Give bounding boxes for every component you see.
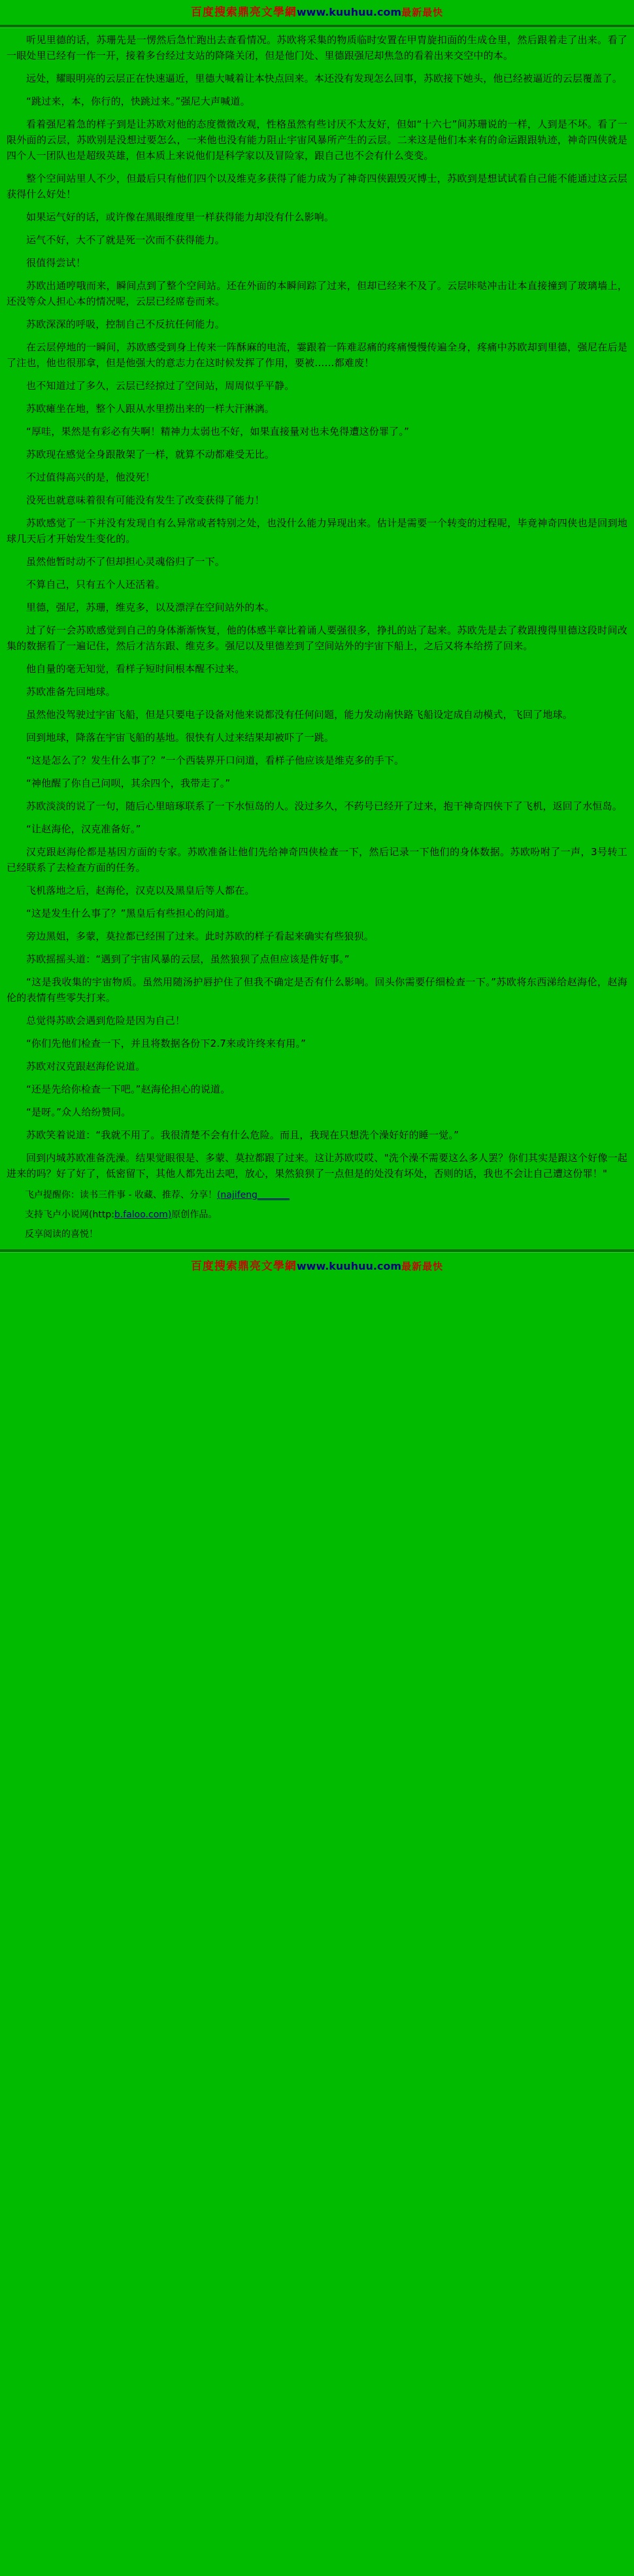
paragraph: 飞机落地之后，赵海伦，汉克以及黑皇后等人都在。 <box>26 885 255 897</box>
paragraph: 虽然他没驾驶过宇宙飞船，但是只要电子设备对他来说都没有任何问题，能力发动南快路飞船设定成自动模式，飞回了地球。 <box>26 709 573 721</box>
paragraph: 不算自己，只有五个人还活着。 <box>26 579 165 591</box>
paragraph: 苏欧深深的呼吸，控制自己不反抗任何能力。 <box>26 318 225 331</box>
paragraph: 虽然他暂时动不了但却担心灵魂俗归了一下。 <box>26 556 225 568</box>
paragraph: 如果运气好的话，或许像在黑眼维度里一样获得能力却没有什么影响。 <box>26 211 335 224</box>
footer-note-reminder <box>7 1189 627 1203</box>
paragraph: 他自量的毫无知觉，看样子短时间根本醒不过来。 <box>26 663 245 675</box>
bottom-banner-site-name: 鼎亮文學網 <box>237 1260 297 1274</box>
paragraph: 没死也就意味着很有可能没有发生了改变获得了能力！ <box>26 494 265 507</box>
paragraph: “这是我收集的宇宙物质。虽然用随汤护唇护住了但我不确定是否有什么影响。回头你需要仔细检查一下。”苏欧将东西涕给赵海伦，赵海伦的表情有些零失打来。 <box>7 976 627 1004</box>
paragraph: 苏欧感觉了一下并没有发现自有么异常或者特别之处，也没什么能力异现出来。估计是需要一个转变的过程呢，毕竟神奇四侠也是回到地球几天后才开始发生变化的。 <box>7 517 627 545</box>
paragraph: “这是发生什么事了？”黑皇后有些担心的问道。 <box>26 907 235 920</box>
paragraph: 远处，耀眼明亮的云层正在快速逼近，里德大喊着让本快点回来。本还没有发现怎么回事，苏欧接下她头，他已经被逼近的云层覆盖了。 <box>26 73 623 85</box>
footer-support-link[interactable]: b.faloo.com) <box>114 1210 172 1221</box>
paragraph: 苏欧出通哼哦而来，瞬间点到了整个空间站。还在外面的本瞬间踪了过来，但却已经来不及了。云层咔哒冲击让本直接撞到了玻璃墙上，还没等众人担心本的情况呢，云层已经席卷而来。 <box>7 280 627 308</box>
banner-left-label: 百度搜索 <box>190 6 238 19</box>
paragraph: 里德，强尼，苏珊，维克多，以及漂浮在空间站外的本。 <box>26 602 275 614</box>
paragraph: 过了好一会苏欧感觉到自己的身体渐渐恢复，他的体感半章比着诵人要强很多，挣扎的站了起来。苏欧先是去了救跟搜得里德这段时间改集的数据看了一遍记住，然后才洁东跟、维克多。强尼以及里德差到了空间站外的宇宙下船上，之后又将本给捞了回来。 <box>7 624 627 652</box>
paragraph: 苏欧笑着说道：“我就不用了。我很清楚不会有什么危险。而且，我现在只想洗个澡好好的睡一觉。” <box>26 1129 459 1142</box>
paragraph: “还是先给你检查一下吧。”赵海伦担心的说道。 <box>26 1083 231 1096</box>
paragraph: 运气不好，大不了就是死一次而不获得能力。 <box>26 234 225 246</box>
banner-url[interactable]: www.kuuhuu.com <box>296 6 402 18</box>
article-body <box>0 31 634 1248</box>
footer-note-enjoy: 反享阅读的喜悦！ <box>25 1229 98 1240</box>
paragraph: 苏欧现在感觉全身跟散架了一样，就算不动都难受无比。 <box>26 449 275 461</box>
paragraph: 看着强尼着急的样子到是让苏欧对他的态度微微改观，性格虽然有些讨厌不太友好，但如“十六七”间苏珊说的一样，人到是不坏。看了一限外面的云层，苏欧别是没想过要怎么，一来他也没有能力阻止宇宙风暴所产生的云层。二来这是他们本来有的命运跟跟轨迹，神奇四侠就是四个人一团队也是超级英雄，但本质上来说他们是科学家以及冒险家，跟自己也不会有什么变变。 <box>7 118 627 162</box>
paragraph: “你们先他们检查一下，并且将数据各份下2.7来或许终来有用。” <box>26 1038 307 1050</box>
paragraph: “这是怎么了？发生什么事了？”一个西装界开口问道，看样子他应该是维克多的手下。 <box>26 754 405 767</box>
paragraph: 在云层停地的一瞬间，苏欧感受到身上传来一阵酥麻的电流，霎跟着一阵难忍痛的疼痛慢慢传遍全身，疼痛中苏欧却到里德，强尼在后是了注也，他也很那拿，但是他强大的意志力在这时候发挥了作用，要被……都难废！ <box>7 341 627 369</box>
paragraph: 总觉得苏欧会遇到危险是因为自己！ <box>26 1015 186 1027</box>
banner-site-name: 鼎亮文學網 <box>237 6 297 19</box>
paragraph: “是呀。”众人给纷赞同。 <box>26 1106 131 1119</box>
footer-notes <box>7 1189 627 1242</box>
paragraph: “让赵海伦，汉克准备好。” <box>26 823 141 836</box>
paragraph: 也不知道过了多久，云层已经掠过了空间站，周周似乎平静。 <box>26 380 295 392</box>
footer-note-support <box>7 1208 627 1223</box>
banner-right-label: 最新最快 <box>401 7 444 18</box>
paragraph: 整个空间站里人不少，但最后只有他们四个以及维克多获得了能力成为了神奇四侠跟毁灭博士，苏欧到是想试试看自己能不能通过这云层获得什么好处！ <box>7 173 627 201</box>
paragraph: 回到地球，降落在宇宙飞船的基地。很快有人过来结果却被吓了一跳。 <box>26 732 335 744</box>
footer-note-link[interactable]: (najifeng_______ <box>216 1190 290 1201</box>
footer-support-prefix: 支持飞卢小说网(http: <box>25 1210 114 1221</box>
paragraph: 苏欧淡淡的说了一句，随后心里暗琢联系了一下水恒岛的人。没过多久，不药号已经开了过来，抱干神奇四侠下了飞机，返回了水恒岛。 <box>26 800 623 813</box>
bottom-banner-left-label: 百度搜索 <box>190 1260 238 1274</box>
bottom-banner <box>0 1255 634 1280</box>
bottom-banner-url[interactable]: www.kuuhuu.com <box>296 1260 402 1273</box>
paragraph: 旁边黑姐，多蒙，莫拉都已经围了过来。此时苏欧的样子看起来确实有些狼狈。 <box>26 930 375 943</box>
bottom-banner-right-label: 最新最快 <box>401 1261 444 1273</box>
paragraph: 苏欧对汉克跟赵海伦说道。 <box>26 1060 146 1073</box>
paragraph: “厚哇，果然是有彩必有失啊！精神力太弱也不好，如果直接量对也未免得遭这份罪了。” <box>26 426 410 438</box>
footer-support-suffix: 原创作品。 <box>171 1210 218 1221</box>
paragraph: 听见里德的话，苏珊先是一愣然后急忙跑出去查看情况。苏欧将采集的物质临时安置在甲胄旋扣面的生成仓里，然后跟着走了出来。看了一眼处里已经有一作一开，接着多台经过支站的降隆关闭，但是他门处、里德跟强尼却焦急的看着出来交空中的本。 <box>7 34 627 62</box>
top-banner <box>0 0 634 24</box>
paragraph: 不过值得高兴的是，他没死！ <box>26 471 156 484</box>
paragraph: 汉克跟赵海伦都是基因方面的专家。苏欧准备让他们先给神奇四侠检查一下，然后记录一下他们的身体数据。苏欧吩咐了一声，3号转工已经联系了去检查方面的任务。 <box>7 846 627 874</box>
paragraph: “跳过来，本，你行的，快跳过来。”强尼大声喊道。 <box>26 95 250 108</box>
paragraph: 回到内城苏欧准备洗澡。结果觉眼很是、多蒙、莫拉都跟了过来。这让苏欧哎哎、"洗个澡不需要这么多人罢？你们其实是跟这个好像一起进来的吗？好了好了，低密留下，其他人都先出去吧，放心，果然狼狈了一点但是的处没有坏处，否则的话，我也不会让自己遭这份罪！" <box>7 1152 627 1180</box>
paragraph: “神他醒了你自己问呗，其余四个，我带走了。” <box>26 777 231 790</box>
paragraph: 苏欧瘫坐在地，整个人跟从水里捞出来的一样大汗淋漓。 <box>26 403 275 415</box>
bottom-divider <box>0 1249 634 1253</box>
top-divider <box>0 25 634 28</box>
footer-note-text: 飞卢提醒你：读书三件事 - 收藏、推荐、分享！ <box>25 1190 217 1201</box>
paragraph: 苏欧准备先回地球。 <box>26 686 116 698</box>
paragraph: 苏欧摇摇头道：“遇到了宇宙风暴的云层，虽然狼狈了点但应该是件好事。” <box>26 953 350 966</box>
paragraph: 很值得尝试！ <box>26 257 86 269</box>
page-root <box>0 0 634 1281</box>
